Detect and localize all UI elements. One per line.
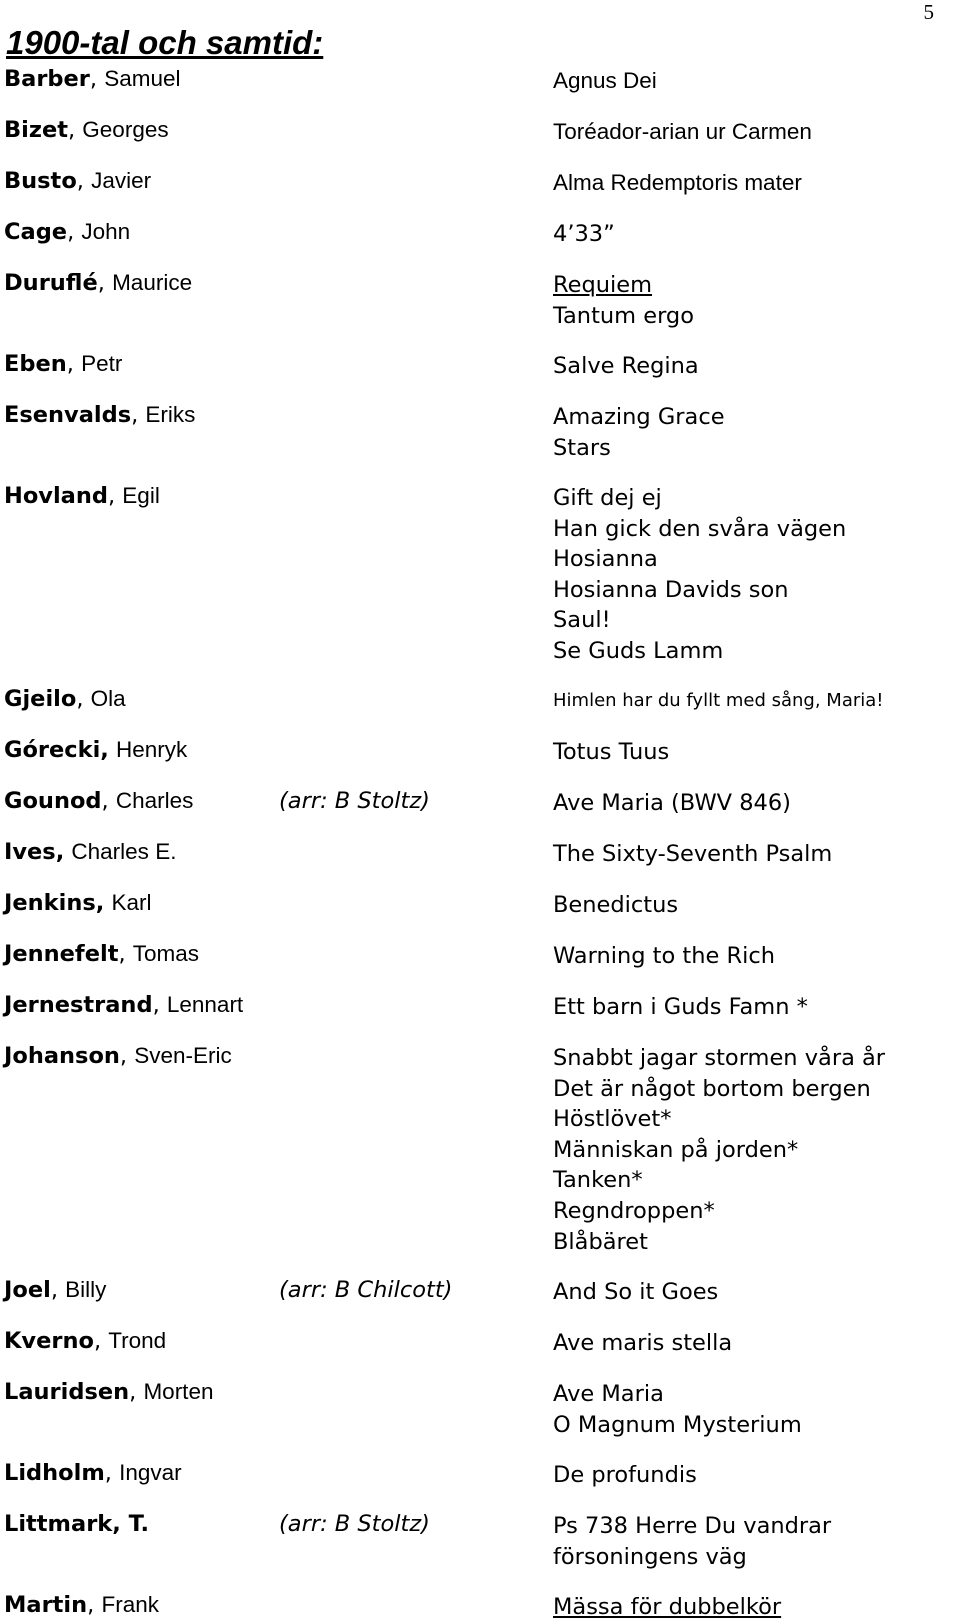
work-list bbox=[553, 483, 846, 667]
composer-surname: Barber bbox=[4, 66, 90, 92]
composer-surname: Joel bbox=[4, 1277, 51, 1303]
work-title: Gift dej ej bbox=[553, 485, 662, 511]
arranger-note: (arr: B Stoltz) bbox=[279, 1511, 430, 1537]
composer-surname: Cage bbox=[4, 219, 68, 245]
composer-surname: Esenvalds bbox=[4, 402, 132, 428]
work-list bbox=[553, 992, 808, 1023]
composer-given-name: Eriks bbox=[145, 402, 196, 427]
work-title: The Sixty-Seventh Psalm bbox=[553, 841, 833, 867]
work-title: Hosianna bbox=[553, 546, 658, 573]
work-list bbox=[553, 1328, 732, 1359]
composer-given-name: Georges bbox=[82, 117, 169, 142]
work-list bbox=[553, 1460, 697, 1491]
composer-given-name: Frank bbox=[101, 1592, 159, 1617]
composer-name: Busto, Javier bbox=[4, 168, 152, 194]
work-title: Ave Maria bbox=[553, 1381, 664, 1407]
composer-given-name: Charles E. bbox=[71, 839, 177, 864]
work-list bbox=[553, 1592, 781, 1623]
work-title: Benedictus bbox=[553, 892, 679, 918]
work-title: Ave Maria (BWV 846) bbox=[553, 790, 791, 816]
work-title: Agnus Dei bbox=[553, 68, 657, 93]
work-list bbox=[553, 1511, 831, 1572]
work-title: Blåbäret bbox=[553, 1228, 648, 1255]
composer-given-name: Ola bbox=[90, 686, 126, 711]
composer-name: Cage, John bbox=[4, 219, 131, 245]
composer-given-name: Karl bbox=[111, 890, 152, 915]
composer-name: Gounod, Charles bbox=[4, 788, 194, 814]
composer-given-name: Javier bbox=[91, 168, 152, 193]
work-list bbox=[553, 686, 884, 717]
work-title: Regndroppen* bbox=[553, 1197, 715, 1224]
work-title: Himlen har du fyllt med sång, Maria! bbox=[553, 690, 884, 711]
composer-surname: Hovland bbox=[4, 483, 108, 509]
work-title: Se Guds Lamm bbox=[553, 637, 724, 664]
work-list bbox=[553, 117, 812, 148]
arranger-note: (arr: B Stoltz) bbox=[279, 788, 430, 814]
composer-name: Duruflé, Maurice bbox=[4, 270, 193, 296]
composer-given-name: Egil bbox=[122, 483, 160, 508]
composer-surname: Lidholm bbox=[4, 1460, 105, 1486]
work-title: Amazing Grace bbox=[553, 404, 725, 430]
composer-given-name: Lennart bbox=[166, 992, 244, 1017]
composer-surname: Johanson bbox=[4, 1043, 120, 1069]
work-title: Höstlövet* bbox=[553, 1106, 672, 1133]
work-title: Alma Redemptoris mater bbox=[553, 170, 802, 195]
composer-given-name: Charles bbox=[115, 788, 194, 813]
work-list bbox=[553, 270, 694, 331]
composer-name: Hovland, Egil bbox=[4, 483, 160, 509]
section-heading: 1900-tal och samtid: bbox=[6, 24, 324, 61]
work-list bbox=[553, 941, 775, 972]
work-list bbox=[553, 1379, 802, 1440]
work-title: Ett barn i Guds Famn * bbox=[553, 994, 808, 1020]
work-title: Salve Regina bbox=[553, 353, 699, 379]
composer-surname: Gjeilo bbox=[4, 686, 77, 712]
composer-given-name: Samuel bbox=[104, 66, 181, 91]
work-title: Hosianna Davids son bbox=[553, 576, 789, 603]
work-title: 4’33” bbox=[553, 221, 615, 247]
work-title: försoningens väg bbox=[553, 1543, 747, 1570]
work-list bbox=[553, 219, 615, 250]
composer-name: Martin, Frank bbox=[4, 1592, 159, 1618]
work-list bbox=[553, 351, 699, 382]
composer-name bbox=[4, 737, 187, 763]
composer-given-name: Billy bbox=[65, 1277, 107, 1302]
composer-name: Jernestrand, Lennart bbox=[4, 992, 244, 1018]
composer-name: Joel, Billy bbox=[4, 1277, 107, 1303]
work-title: O Magnum Mysterium bbox=[553, 1411, 802, 1438]
composer-given-name: Sven-Eric bbox=[134, 1043, 232, 1068]
composer-name: Jennefelt, Tomas bbox=[4, 941, 200, 967]
arranger-note: (arr: B Chilcott) bbox=[279, 1277, 453, 1303]
work-title: Tanken* bbox=[553, 1167, 643, 1194]
composer-surname: Jennefelt bbox=[4, 941, 119, 967]
work-list bbox=[553, 1277, 718, 1308]
composer-surname: Ives, bbox=[4, 839, 65, 865]
work-title: Warning to the Rich bbox=[553, 943, 775, 969]
composer-name bbox=[4, 890, 151, 916]
composer-name: Kverno, Trond bbox=[4, 1328, 167, 1354]
composer-surname: Kverno bbox=[4, 1328, 94, 1354]
composer-name: Esenvalds, Eriks bbox=[4, 402, 196, 428]
work-list bbox=[553, 66, 657, 97]
work-title: Ps 738 Herre Du vandrar bbox=[553, 1513, 832, 1539]
work-title: Mässa för dubbelkör bbox=[553, 1594, 782, 1620]
composer-name: Bizet, Georges bbox=[4, 117, 169, 143]
composer-name: Gjeilo, Ola bbox=[4, 686, 126, 712]
work-title: Requiem bbox=[553, 272, 653, 298]
work-list bbox=[553, 839, 832, 870]
composer-surname: Bizet bbox=[4, 117, 68, 143]
composer-surname: Górecki, bbox=[4, 737, 109, 763]
composer-name: Lidholm, Ingvar bbox=[4, 1460, 182, 1486]
composer-given-name: Henryk bbox=[116, 737, 188, 762]
work-list bbox=[553, 402, 725, 463]
work-title: And So it Goes bbox=[553, 1279, 719, 1305]
work-title: De profundis bbox=[553, 1462, 697, 1488]
work-title: Människan på jorden* bbox=[553, 1136, 799, 1163]
composer-surname: Busto bbox=[4, 168, 77, 194]
composer-name: Eben, Petr bbox=[4, 351, 123, 377]
work-title: Tantum ergo bbox=[553, 302, 694, 329]
work-title: Ave maris stella bbox=[553, 1330, 733, 1356]
work-title: Snabbt jagar stormen våra år bbox=[553, 1045, 886, 1071]
composer-name bbox=[4, 1511, 149, 1537]
work-title: Totus Tuus bbox=[553, 739, 670, 765]
composer-name bbox=[4, 839, 176, 865]
work-list bbox=[553, 1043, 885, 1257]
composer-surname: Gounod bbox=[4, 788, 102, 814]
composer-surname: Duruflé bbox=[4, 270, 98, 296]
composer-given-name: Ingvar bbox=[119, 1460, 182, 1485]
work-title: Det är något bortom bergen bbox=[553, 1075, 871, 1102]
composer-given-name: John bbox=[81, 219, 131, 244]
composer-surname: Jernestrand bbox=[4, 992, 153, 1018]
work-title: Stars bbox=[553, 434, 611, 461]
composer-surname: Littmark, T. bbox=[4, 1511, 150, 1537]
composer-given-name: Petr bbox=[81, 351, 123, 376]
work-title: Han gick den svåra vägen bbox=[553, 515, 847, 542]
work-list bbox=[553, 168, 802, 199]
work-title: Toréador-arian ur Carmen bbox=[553, 119, 812, 144]
composer-given-name: Morten bbox=[143, 1379, 214, 1404]
composer-given-name: Maurice bbox=[112, 270, 193, 295]
composer-surname: Jenkins, bbox=[4, 890, 105, 916]
composer-surname: Lauridsen bbox=[4, 1379, 130, 1405]
composer-name: Lauridsen, Morten bbox=[4, 1379, 214, 1405]
composer-name: Johanson, Sven-Eric bbox=[4, 1043, 232, 1069]
composer-surname: Martin bbox=[4, 1592, 88, 1618]
composer-given-name: Tomas bbox=[132, 941, 200, 966]
composer-given-name: Trond bbox=[108, 1328, 167, 1353]
work-list bbox=[553, 788, 791, 819]
work-list bbox=[553, 890, 678, 921]
work-list bbox=[553, 737, 669, 768]
work-title: Saul! bbox=[553, 607, 611, 634]
composer-name: Barber, Samuel bbox=[4, 66, 181, 92]
page-number: 5 bbox=[923, 0, 934, 24]
composer-surname: Eben bbox=[4, 351, 67, 377]
